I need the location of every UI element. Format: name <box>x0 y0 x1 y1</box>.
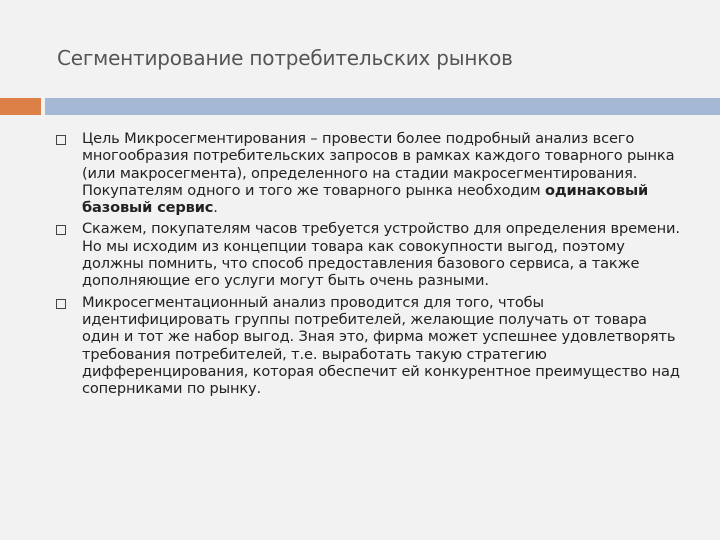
slide-title: Сегментирование потребительских рынков <box>57 46 513 70</box>
square-bullet-icon <box>56 225 66 235</box>
bullet-item-1 <box>56 130 686 216</box>
bullet-3-text: Микросегментационный анализ проводится для того, чтобы идентифицировать группы потребителей, желающие получать от товара один и тот же набор выгод. Зная это, фирма может успешнее удовлетворять требования потребителей, т.е. выработать такую стратегию дифференцирования, которая обеспечит ей конкурентное преимущество над соперниками по рынку. <box>82 293 680 398</box>
square-bullet-icon <box>56 299 66 309</box>
bullet-2-text: Скажем, покупателям часов требуется устройство для определения времени. Но мы исходим из концепции товара как совокупности выгод, поэтому должны помнить, что способ предоставления базового сервиса, а также дополняющие его услуги могут быть очень разными. <box>82 220 680 290</box>
bullet-item-3 <box>56 294 686 398</box>
accent-bar-blue <box>45 98 720 115</box>
square-bullet-icon <box>56 135 66 145</box>
bullet-1-end: . <box>213 199 218 217</box>
bullet-1-emphasis: одинаковый базовый сервис <box>82 181 649 217</box>
bullet-list <box>56 130 686 401</box>
accent-bar-orange <box>0 98 41 115</box>
bullet-1-text: Цель Микросегментирования – провести более подробный анализ всего многообразия потребительских запросов в рамках каждого товарного рынка (или макросегмента), определенного на стадии макросегментирования. Покупателям одного и того же товарного рынка необходим <box>82 130 675 199</box>
bullet-item-2 <box>56 220 686 289</box>
